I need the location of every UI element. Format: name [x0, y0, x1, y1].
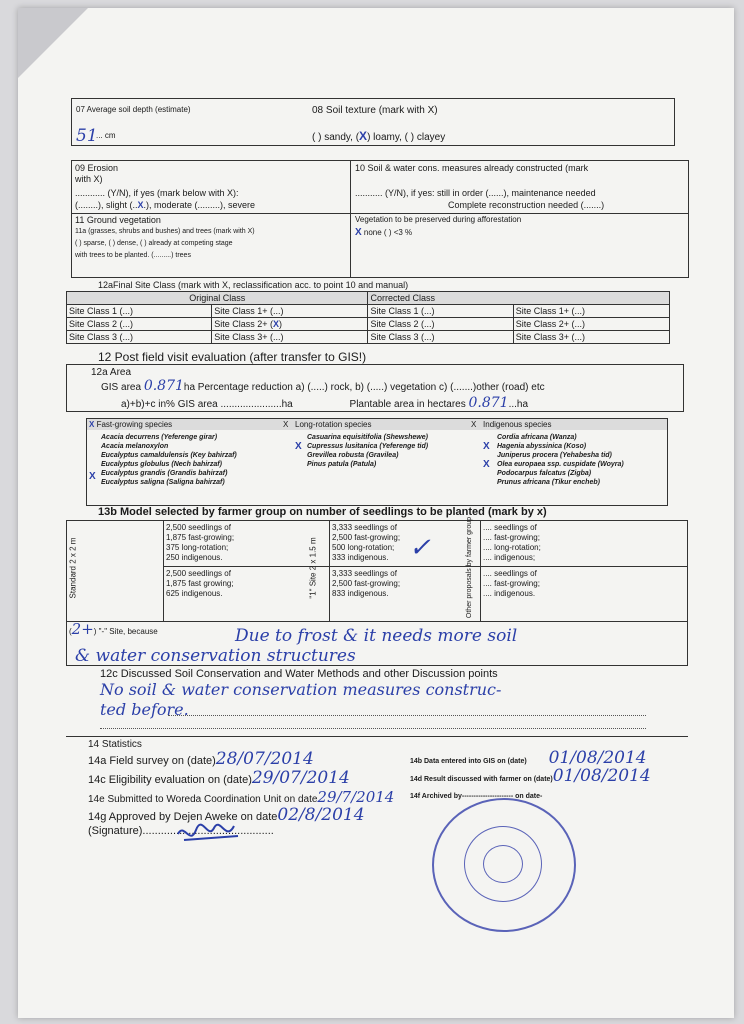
model-line: .... indigenous;	[483, 553, 536, 562]
soil-texture-options	[312, 129, 445, 144]
soil-depth-unit: ... cm	[96, 131, 116, 140]
species-item: Juniperus procera (Yehabesha tid)	[497, 452, 612, 459]
site-class-cell: Site Class 2 (...)	[67, 318, 212, 331]
reason-hand1: Due to frost & it needs more soil	[235, 626, 518, 646]
indigenous-mark: X	[471, 420, 477, 429]
reason-prefix: (	[69, 627, 72, 636]
species-table	[86, 418, 668, 506]
species-item: Podocarpus falcatus (Zigba)	[497, 470, 592, 477]
indigenous-species-list	[497, 433, 624, 487]
gis-area-value: 0.871	[143, 378, 184, 394]
fast-growing-mark: X	[89, 420, 95, 429]
species-item: Eucalyptus saligna (Saligna bahirzaf)	[101, 479, 225, 486]
model-standard-b	[166, 569, 234, 599]
species-mark: X	[295, 441, 302, 452]
reason-mid: ) "-" Site, because	[93, 627, 158, 636]
long-rotation-header	[283, 420, 372, 430]
species-item: Prunus africana (Tikur encheb)	[497, 479, 600, 486]
model-line: 2,500 fast-growing;	[332, 533, 401, 542]
reason-hand2: & water conservation structures	[75, 646, 356, 666]
species-item: Grevillea robusta (Gravilea)	[307, 452, 399, 459]
divider	[163, 566, 687, 567]
species-mark: X	[89, 471, 96, 482]
site-class-cell: Site Class 1 (...)	[67, 305, 212, 318]
species-item: Eucalyptus grandis (Grandis bahirzaf)	[101, 470, 228, 477]
archived-label: 14f Archived by	[410, 793, 462, 800]
divider	[66, 736, 688, 737]
reason-line	[69, 620, 158, 638]
erosion-line2	[75, 200, 255, 211]
model-site-b	[332, 569, 400, 599]
model-line: 3,333 seedlings of	[332, 569, 397, 578]
species-item: Eucalyptus globulus (Nech bahirzaf)	[101, 461, 222, 468]
species-mark: X	[483, 441, 490, 452]
field-survey-line	[88, 749, 314, 769]
model-line: .... indigenous.	[483, 589, 536, 598]
discussion-line	[168, 715, 646, 716]
discussion-line	[100, 728, 646, 729]
species-item: Acacia decurrens (Yeferenge girar)	[101, 434, 218, 441]
site-class-cell: Site Class 3+ (...)	[513, 331, 669, 344]
model-site-a	[332, 523, 400, 563]
farmer-discussed-label: 14d Result discussed with farmer on (date)	[410, 776, 553, 783]
original-class-header: Original Class	[67, 292, 368, 305]
model-line: 333 indigenous.	[332, 553, 389, 562]
reason-mark: 2+	[71, 620, 94, 638]
site-class-title: 12aFinal Site Class (mark with X, reclassification acc. to point 10 and manual)	[98, 280, 409, 290]
long-rotation-label: Long-rotation species	[295, 420, 372, 429]
vegetation-preserve-line	[355, 227, 412, 239]
approved-value: 02/8/2014	[277, 805, 365, 825]
gis-entered-value: 01/08/2014	[548, 748, 647, 768]
vegetation-line2: ( ) sparse, ( ) dense, ( ) already at competing stage	[75, 240, 233, 247]
page-curl	[18, 8, 88, 78]
model-line: 2,500 seedlings of	[166, 523, 231, 532]
site-class-cell: Site Class 3+ (...)	[212, 331, 368, 344]
eligibility-value: 29/07/2014	[251, 768, 350, 788]
model-line: 2,500 seedlings of	[166, 569, 231, 578]
erosion-vegetation-box	[71, 160, 689, 278]
long-species-list	[307, 433, 428, 469]
site-label: "1" Site 2 x 1.5 m	[308, 537, 318, 599]
area-box	[66, 364, 684, 412]
site-class-cell: Site Class 1+ (...)	[513, 305, 669, 318]
site-class-cell-marked	[212, 318, 368, 331]
model-line: 375 long-rotation;	[166, 543, 229, 552]
species-item: Eucalyptus camaldulensis (Key bahirzaf)	[101, 452, 237, 459]
form-page	[18, 8, 734, 1018]
model-line: 625 indigenous.	[166, 589, 223, 598]
farmer-discussed-value: 01/08/2014	[552, 766, 651, 786]
soil-texture-label: 08 Soil texture (mark with X)	[312, 105, 438, 116]
plantable-value: 0.871	[468, 395, 509, 411]
species-item: Acacia melanoxylon	[101, 443, 169, 450]
vegetation-line1: 11a (grasses, shrubs and bushes) and trees (mark with X)	[75, 228, 255, 235]
area-line2	[121, 397, 528, 411]
soil-texture-mark: X	[359, 129, 368, 143]
site-class-table	[66, 291, 670, 344]
archived-mid: ---------------------- on date-	[461, 793, 543, 800]
divider	[163, 521, 164, 621]
model-line: .... fast-growing;	[483, 533, 540, 542]
vegetation-title: 11 Ground vegetation	[75, 215, 161, 225]
plantable-label: Plantable area in hectares	[349, 399, 466, 410]
model-line: 1,875 fast-growing;	[166, 533, 235, 542]
indigenous-label: Indigenous species	[483, 420, 552, 429]
stamp-emblem	[483, 845, 523, 883]
signature-mark	[174, 816, 254, 852]
site-class-2plus-label: Site Class 2+ (	[214, 319, 273, 329]
model-line: .... seedlings of	[483, 569, 537, 578]
gis-area-line	[101, 380, 545, 394]
model-line: .... fast-growing;	[483, 579, 540, 588]
area-percent: a)+b)+c in% GIS area ......................ha	[121, 399, 293, 410]
discussion-title: 12c Discussed Soil Conservation and Water Methods and other Discussion points	[100, 668, 498, 680]
divider	[480, 521, 481, 621]
eligibility-line	[88, 768, 350, 788]
model-table	[66, 516, 688, 622]
eligibility-label: 14c Eligibility evaluation on (date)	[88, 774, 252, 786]
official-stamp	[432, 798, 576, 932]
species-mark: X	[483, 459, 490, 470]
species-item: Hagenia abyssinica (Koso)	[497, 443, 587, 450]
fast-growing-header	[89, 420, 172, 430]
site-class-mark-close: )	[279, 319, 282, 329]
discussion-hand2: ted before.	[100, 700, 189, 719]
soil-water-title: 10 Soil & water cons. measures already constructed (mark	[355, 163, 589, 173]
gis-entered-label: 14b Data entered into GIS on (date)	[410, 758, 527, 765]
divider	[350, 161, 351, 277]
species-header-row	[87, 419, 667, 430]
model-line: 250 indigenous.	[166, 553, 223, 562]
soil-water-line1: ........... (Y/N), if yes: still in order (......), maintenance needed	[355, 188, 596, 198]
plantable-unit: ...ha	[508, 399, 529, 410]
fast-species-list	[101, 433, 237, 487]
corrected-class-header: Corrected Class	[368, 292, 670, 305]
model-line: 2,500 fast-growing;	[332, 579, 401, 588]
statistics-title: 14 Statistics	[88, 739, 142, 750]
soil-depth-texture-box	[71, 98, 675, 146]
stamp-inner-ring	[464, 826, 542, 902]
soil-texture-rest: ) loamy, ( ) clayey	[367, 132, 446, 143]
erosion-title: 09 Erosion	[75, 163, 119, 173]
divider	[329, 521, 330, 621]
site-class-cell: Site Class 1 (...)	[368, 305, 513, 318]
model-line: 3,333 seedlings of	[332, 523, 397, 532]
vegetation-preserve-mark: X	[355, 227, 362, 238]
gis-entered-line	[410, 748, 647, 768]
soil-depth-label: 07 Average soil depth (estimate)	[76, 105, 191, 114]
model-title: 13b Model selected by farmer group on number of seedlings to be planted (mark by x)	[98, 506, 547, 518]
area-title: 12a Area	[91, 367, 132, 378]
site-class-cell: Site Class 2+ (...)	[513, 318, 669, 331]
field-survey-label: 14a Field survey on (date)	[88, 755, 216, 767]
site-class-cell: Site Class 2 (...)	[368, 318, 513, 331]
site-class-cell: Site Class 1+ (...)	[212, 305, 368, 318]
model-line: 1,875 fast growing;	[166, 579, 234, 588]
model-other-b	[483, 569, 540, 599]
field-survey-value: 28/07/2014	[215, 749, 314, 769]
submitted-label: 14e Submitted to Woreda Coordination Unit on date	[88, 794, 318, 805]
species-item: Olea europaea ssp. cuspidate (Woyra)	[497, 461, 624, 468]
erosion-title-cont: with X)	[75, 174, 103, 184]
submitted-value: 29/7/2014	[317, 788, 395, 806]
model-line: 833 indigenous.	[332, 589, 389, 598]
soil-depth-value: 51	[76, 126, 98, 146]
site-class-cell: Site Class 3 (...)	[67, 331, 212, 344]
long-rotation-mark: X	[283, 420, 289, 429]
site-class-mark: X	[272, 319, 279, 329]
post-field-title: 12 Post field visit evaluation (after transfer to GIS!)	[98, 350, 367, 364]
species-item: Cordia africana (Wanza)	[497, 434, 577, 441]
erosion-line1: ............ (Y/N), if yes (mark below with X):	[75, 188, 239, 198]
model-tick: ✓	[409, 533, 431, 563]
submitted-line	[88, 788, 395, 806]
soil-texture-sandy: ( ) sandy, (	[312, 132, 360, 143]
site-class-cell: Site Class 3 (...)	[368, 331, 513, 344]
model-line: 500 long-rotation;	[332, 543, 395, 552]
signature-line: (Signature)...........................................	[88, 825, 274, 837]
model-line: .... long-rotation;	[483, 543, 541, 552]
vegetation-line3: with trees to be planted. (.........) trees	[75, 252, 191, 259]
erosion-rest: .), moderate (.........), severe	[143, 200, 256, 210]
gis-area-label: GIS area	[101, 382, 142, 393]
species-item: Casuarina equisitifolia (Shewshewe)	[307, 434, 428, 441]
erosion-slight: (........), slight (..	[75, 200, 138, 210]
species-item: Pinus patula (Patula)	[307, 461, 377, 468]
approved-label: 14g Approved by Dejen Aweke on date	[88, 811, 278, 823]
soil-water-line2: Complete reconstruction needed (.......)	[448, 200, 605, 210]
model-line: .... seedlings of	[483, 523, 537, 532]
reason-box	[66, 622, 688, 666]
model-other-a	[483, 523, 541, 563]
vegetation-preserve-title: Vegetation to be preserved during afforestation	[355, 215, 522, 224]
indigenous-header	[471, 420, 552, 430]
farmer-discussed-line	[410, 766, 651, 786]
gis-area-rest: ha Percentage reduction a) (.....) rock, b) (.....) vegetation c) (.......)other (road) etc	[183, 382, 545, 393]
erosion-mark: X	[137, 200, 144, 210]
discussion-hand1: No soil & water conservation measures construc-	[100, 680, 502, 699]
other-proposals-label: Other proposals by farmer group	[466, 516, 474, 619]
fast-growing-label: Fast-growing species	[96, 420, 173, 429]
species-item: Cupressus lusitanica (Yeferenge tid)	[307, 443, 429, 450]
model-standard-a	[166, 523, 234, 563]
vegetation-preserve-text: none ( ) <3 %	[363, 228, 413, 237]
divider	[72, 213, 688, 214]
standard-label: Standard 2 x 2 m	[68, 537, 78, 599]
